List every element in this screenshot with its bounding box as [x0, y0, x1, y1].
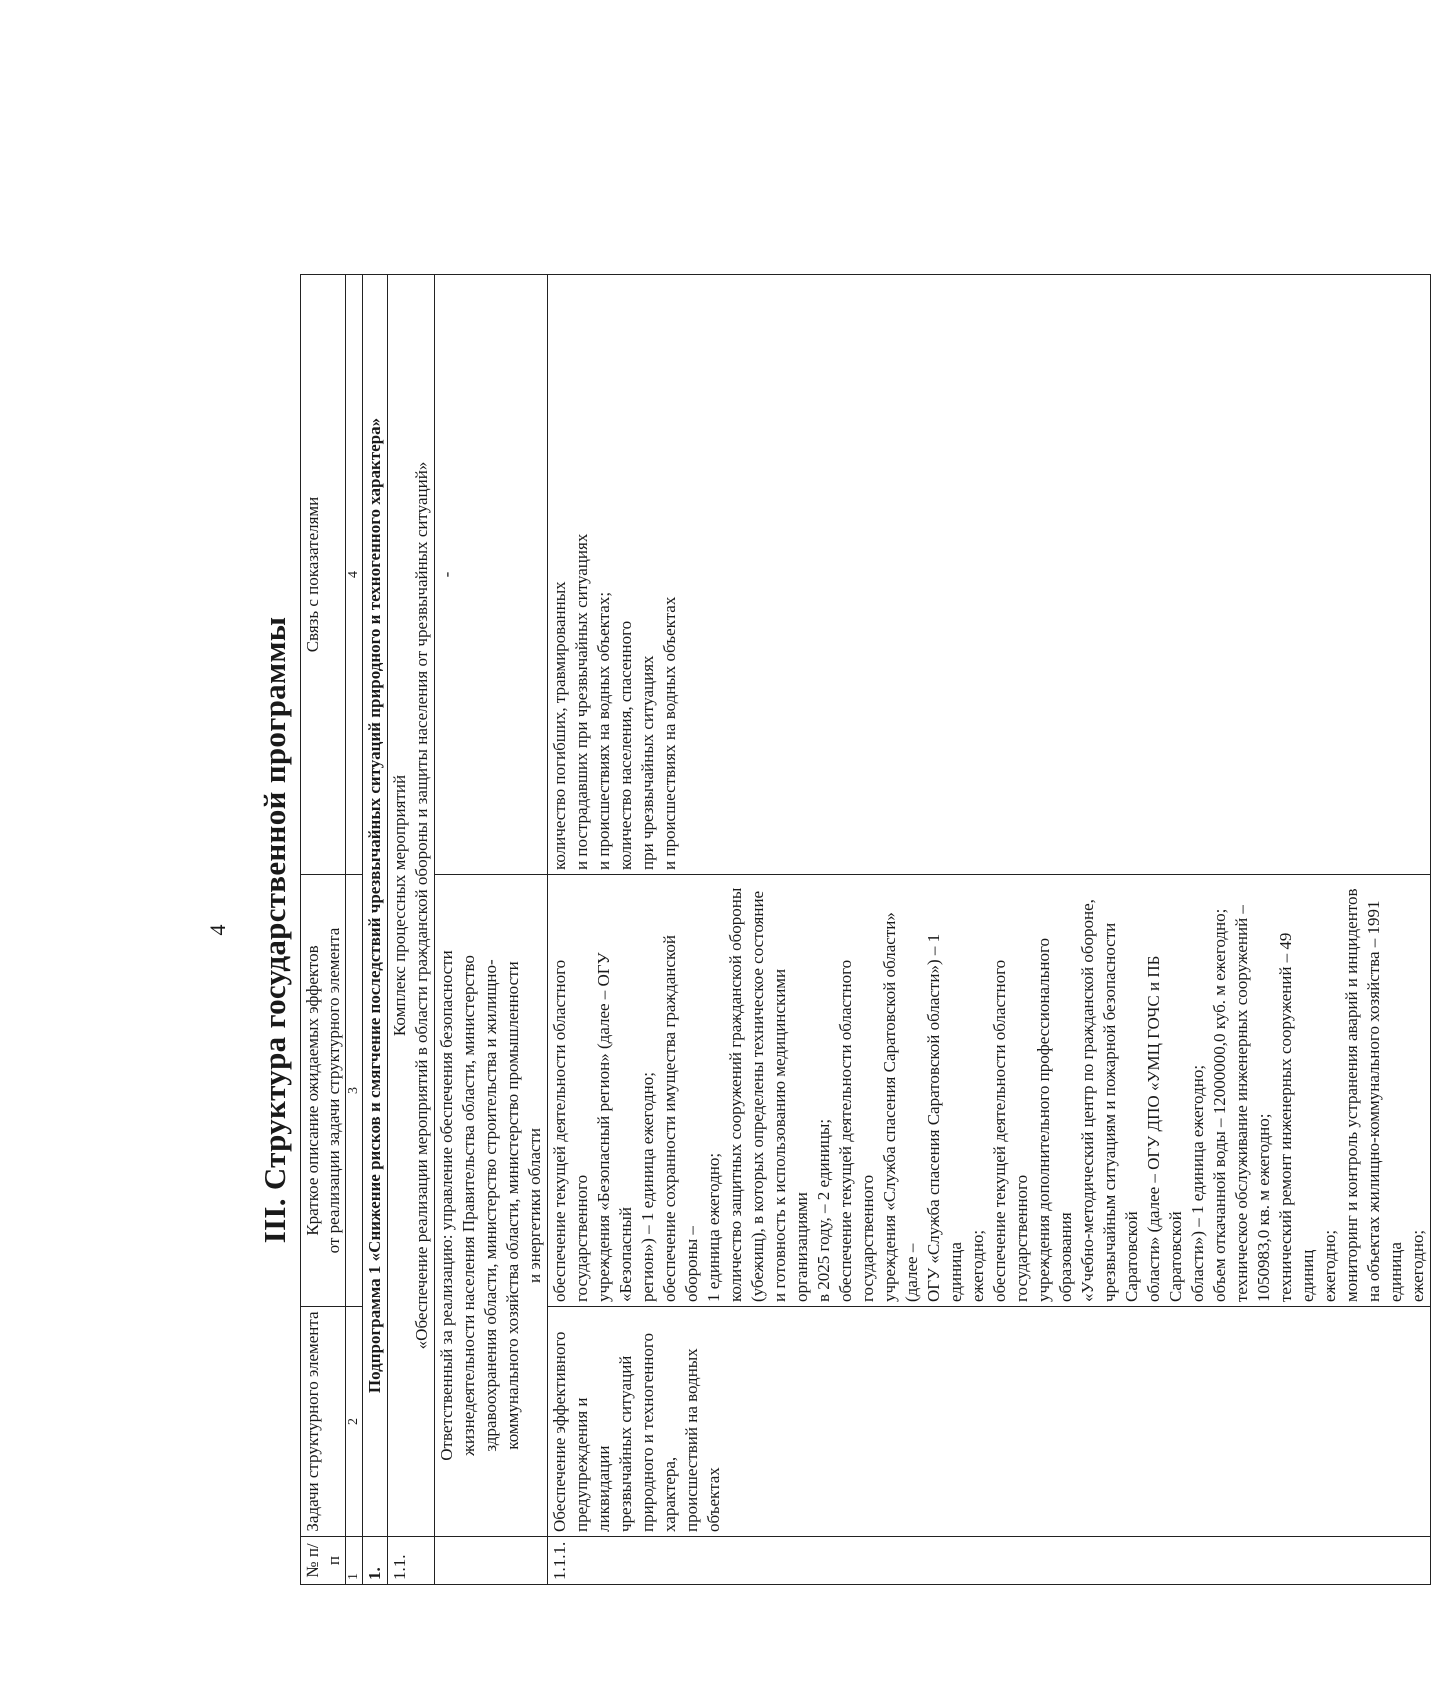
- responsible-line: и энергетики области: [525, 1127, 544, 1284]
- indicator-line: и происшествиях на водных объектах: [660, 596, 679, 870]
- effect-line: 1 единица ежегодно;: [704, 1152, 723, 1302]
- effect-line: учреждения дополнительного профессионального образования: [1034, 937, 1075, 1302]
- responsible-number-cell: [435, 1537, 548, 1585]
- column-number: 4: [346, 275, 363, 875]
- effect-line: техническое обслуживание инженерных сооружений –: [1232, 905, 1251, 1302]
- effect-line: области») – 1 единица ежегодно;: [1188, 1064, 1207, 1302]
- subprogram-title: Подпрограмма 1 «Снижение рисков и смягчение последствий чрезвычайных ситуаций природного и техногенного характера»: [363, 275, 388, 1537]
- indicator-line: количество погибших, травмированных: [550, 581, 569, 870]
- responsible-line: здравоохранения области, министерство строительства и жилищно-: [481, 959, 500, 1452]
- header-tasks: Задачи структурного элемента: [301, 1307, 346, 1537]
- rotated-page: [205, 200, 1427, 1660]
- indicator-line: и пострадавших при чрезвычайных ситуациях: [572, 533, 591, 870]
- column-number-row: [346, 275, 363, 1585]
- effect-line: «Учебно-методический центр по гражданской обороне,: [1078, 899, 1097, 1302]
- responsible-indicators: -: [435, 275, 548, 875]
- task-line: Обеспечение эффективного: [550, 1331, 569, 1532]
- table-header-row: [301, 275, 346, 1585]
- subprogram-number: 1.: [363, 1537, 388, 1585]
- effect-line: в 2025 году, – 2 единицы;: [814, 1118, 833, 1302]
- effect-line: на объектах жилищно-коммунального хозяйства – 1991 единица: [1364, 900, 1405, 1302]
- complex-row: [388, 275, 435, 1585]
- column-number: 3: [346, 875, 363, 1307]
- task-description: [548, 1307, 1431, 1537]
- header-number: № п/п: [301, 1537, 346, 1585]
- task-line: природного и техногенного характера,: [638, 1333, 679, 1532]
- task-line: предупреждения и ликвидации: [572, 1397, 613, 1532]
- effect-line: и готовность к использованию медицинскими организациями: [770, 968, 811, 1302]
- header-effects: [301, 875, 346, 1307]
- effect-line: 1050983,0 кв. м ежегодно;: [1254, 1113, 1273, 1302]
- indicator-line: количество населения, спасенного: [616, 620, 635, 870]
- indicator-line: при чрезвычайных ситуациях: [638, 655, 657, 870]
- effect-line: обеспечение текущей деятельности областного государственного: [990, 959, 1031, 1302]
- effect-line: ежегодно;: [1408, 1229, 1427, 1302]
- task-effects: [548, 875, 1431, 1307]
- header-effects-line: Краткое описание ожидаемых эффектов: [303, 945, 322, 1236]
- responsible-text: [435, 875, 548, 1537]
- header-effects-line: от реализации задачи структурного элемента: [324, 927, 343, 1254]
- column-number: 1: [346, 1537, 363, 1585]
- effect-line: мониторинг и контроль устранения аварий и инцидентов: [1342, 888, 1361, 1302]
- effect-line: области» (далее – ОГУ ДПО «УМЦ ГОЧС и ПБ Саратовской: [1144, 955, 1185, 1302]
- complex-title-line: «Обеспечение реализации мероприятий в области гражданской обороны и защиты населения от чрезвычайных ситуаций»: [412, 461, 431, 1350]
- complex-number: 1.1.: [388, 1537, 435, 1585]
- responsible-line: Ответственный за реализацию: управление обеспечения безопасности: [437, 950, 456, 1461]
- indicator-line: и происшествиях на водных объектах;: [594, 591, 613, 870]
- task-number: 1.1.1.: [548, 1537, 1431, 1585]
- effect-line: ОГУ «Служба спасения Саратовской области») – 1 единица: [924, 933, 965, 1302]
- complex-title-line: Комплекс процессных мероприятий: [390, 774, 409, 1037]
- task-line: происшествий на водных объектах: [682, 1348, 723, 1532]
- effect-line: учреждения «Безопасный регион» (далее – ОГУ «Безопасный: [594, 952, 635, 1302]
- page-number: 4: [205, 924, 230, 936]
- header-indicators: Связь с показателями: [301, 275, 346, 875]
- document-title: III. Структура государственной программы: [257, 616, 292, 1244]
- effect-line: (убежищ), в которых определены техническое состояние: [748, 890, 767, 1302]
- complex-title: [388, 275, 435, 1537]
- effect-line: учреждения «Служба спасения Саратовской области» (далее –: [880, 912, 921, 1302]
- effect-line: регион») – 1 единица ежегодно;: [638, 1072, 657, 1302]
- task-line: чрезвычайных ситуаций: [616, 1355, 635, 1532]
- effect-line: обеспечение текущей деятельности областного государственного: [550, 959, 591, 1302]
- responsible-line: коммунального хозяйства области, министерство промышленности: [503, 961, 522, 1450]
- task-indicators: [548, 275, 1431, 875]
- effect-line: количество защитных сооружений гражданской обороны: [726, 887, 745, 1302]
- effect-line: технический ремонт инженерных сооружений – 49 единиц: [1276, 932, 1317, 1302]
- task-row: [548, 275, 1431, 1585]
- subprogram-row: [363, 275, 388, 1585]
- effect-line: ежегодно;: [1320, 1229, 1339, 1302]
- responsible-row: [435, 275, 548, 1585]
- effect-line: обеспечение текущей деятельности областного государственного: [836, 959, 877, 1302]
- column-number: 2: [346, 1307, 363, 1537]
- effect-line: чрезвычайным ситуациям и пожарной безопасности Саратовской: [1100, 922, 1141, 1302]
- effect-line: ежегодно;: [968, 1229, 987, 1302]
- responsible-line: жизнедеятельности населения Правительства области, министерство: [459, 955, 478, 1456]
- program-structure-table: [300, 274, 1431, 1585]
- effect-line: объем откачанной воды – 12000000,0 куб. м ежегодно;: [1210, 908, 1229, 1302]
- effect-line: обеспечение сохранности имущества гражданской обороны –: [660, 935, 701, 1302]
